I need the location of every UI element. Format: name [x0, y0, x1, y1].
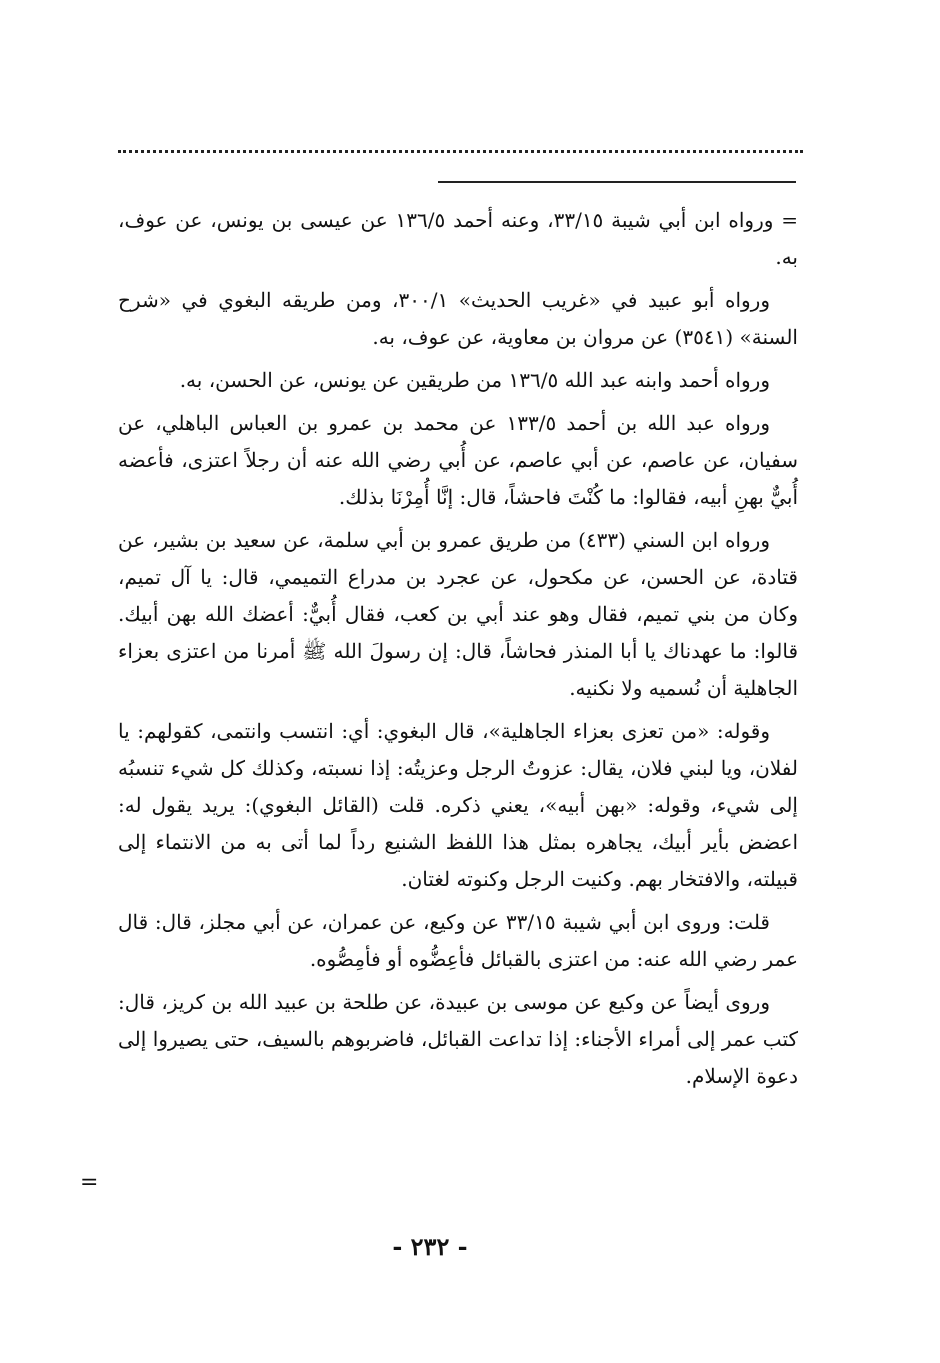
footnote-paragraph: = ورواه ابن أبي شيبة ٣٣/١٥، وعنه أحمد ١٣٦/٥ عن عيسى بن يونس، عن عوف، به.	[118, 208, 799, 269]
footnote-paragraph: ورواه عبد الله بن أحمد ١٣٣/٥ عن محمد بن عمرو بن العباس الباهلي، عن سفيان، عن عاصم، عن أبي عاصم، عن أُبي رضي الله عنه أن رجلاً اعتزى، فأعضه أُبيٌّ بهنِ أبيه، فقالوا: ما كُنْتَ فاحشاً، قال: إنَّا أُمِرْنَا بذلك.	[118, 411, 798, 509]
footnotes-block	[118, 202, 798, 1101]
footnote-separator	[438, 181, 796, 183]
footnote-paragraph: قلت: وروى ابن أبي شيبة ٣٣/١٥ عن وكيع، عن عمران، عن أبي مجلز، قال: قال عمر رضي الله عنه: من اعتزى بالقبائل فأعِضُّوه أو فأمِصُّوه.	[118, 910, 798, 971]
footnote-paragraph: ورواه أبو عبيد في «غريب الحديث» ٣٠٠/١، ومن طريقه البغوي في «شرح السنة» (٣٥٤١) عن مروان بن معاوية، عن عوف، به.	[118, 288, 798, 349]
footnote-paragraph: ورواه أحمد وابنه عبد الله ١٣٦/٥ من طريقين عن يونس، عن الحسن، به.	[179, 368, 770, 392]
page-number: - ٢٣٢ -	[392, 1232, 468, 1261]
footnote-paragraph: ورواه ابن السني (٤٣٣) من طريق عمرو بن أبي سلمة، عن سعيد بن بشير، عن قتادة، عن الحسن، عن مكحول، عن عجرد بن مدراع التميمي، قال: يا آل تميم، وكان من بني تميم، فقال وهو عند أبي بن كعب، فقال أُبيٌّ: أعضك الله بهن أبيك. قالوا: ما عهدناك يا أبا المنذر فحاشاً، قال: إن رسولَ الله ﷺ أمرنا من اعتزى بعزاء الجاهلية أن نُسميه ولا نكنيه.	[118, 528, 798, 700]
dotted-separator	[118, 150, 803, 153]
footnote-paragraph: وروى أيضاً عن وكيع عن موسى بن عبيدة، عن طلحة بن عبيد الله بن كريز، قال: كتب عمر إلى أمراء الأجناء: إذا تداعت القبائل، فاضربوهم بالسيف، حتى يصيروا إلى دعوة الإسلام.	[118, 990, 798, 1088]
continuation-mark: =	[80, 1170, 99, 1195]
footnote-paragraph: وقوله: «من تعزى بعزاء الجاهلية»، قال البغوي: أي: انتسب وانتمى، كقولهم: يا لفلان، ويا لبني فلان، يقال: عزوتُ الرجل وعزيتُه: إذا نسبته، وكذلك كل شيء تنسبُه إلى شيء، وقوله: «بهن أبيه»، يعني ذكره. قلت (القائل البغوي): يريد يقول له: اعضض بأير أبيك، يجاهره بمثل هذا اللفظ الشنيع رداً لما أتى به من الانتماء إلى قبيلته، والافتخار بهم. وكنيت الرجل وكنوته لغتان.	[118, 719, 798, 891]
